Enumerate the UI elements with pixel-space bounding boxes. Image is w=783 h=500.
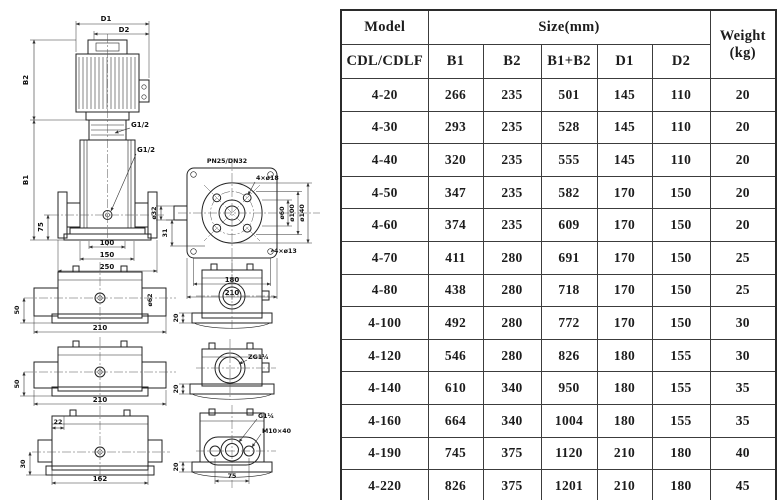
cell-weight: 25 (710, 241, 776, 274)
corner-holes-label: 4×ø13 (274, 248, 297, 255)
dim-label-b1: B1 (22, 174, 30, 186)
cell-d2: 155 (652, 404, 710, 437)
cell-weight: 20 (710, 111, 776, 144)
flange-rating-label: PN25/DN32 (206, 158, 248, 165)
col-d2: D2 (652, 45, 710, 79)
cell-b1b2: 950 (541, 372, 597, 405)
cell-b2: 235 (483, 79, 541, 112)
cell-model: 4-70 (341, 241, 428, 274)
cell-d1: 210 (597, 437, 652, 470)
base-side-view-1 (14, 262, 176, 334)
cell-d1: 170 (597, 274, 652, 307)
cell-b2: 375 (483, 470, 541, 500)
cell-weight: 35 (710, 404, 776, 437)
cell-b1: 610 (428, 372, 483, 405)
dim-label-210-top: 210 (224, 289, 240, 297)
dim-label-b2: B2 (22, 74, 30, 86)
dim-label-250: 250 (99, 263, 115, 271)
cell-d2: 150 (652, 209, 710, 242)
dim-label-20-a: 20 (173, 313, 180, 323)
cell-weight: 20 (710, 144, 776, 177)
cell-d1: 170 (597, 176, 652, 209)
dim-label-dia60: ø60 (279, 206, 286, 220)
cell-b1b2: 826 (541, 339, 597, 372)
cell-d2: 155 (652, 372, 710, 405)
cell-b2: 280 (483, 339, 541, 372)
cell-b1: 492 (428, 307, 483, 340)
dim-label-30: 30 (20, 459, 27, 469)
cell-b1b2: 1201 (541, 470, 597, 500)
col-b2: B2 (483, 45, 541, 79)
dim-label-162: 162 (92, 475, 108, 483)
flange-top-view (151, 158, 320, 300)
cell-weight: 20 (710, 79, 776, 112)
cell-d1: 170 (597, 241, 652, 274)
cell-d2: 155 (652, 339, 710, 372)
cell-b1: 745 (428, 437, 483, 470)
table-row (341, 339, 776, 372)
port-end-view-2 (173, 339, 276, 400)
col-d1: D1 (597, 45, 652, 79)
dim-label-20-c: 20 (173, 462, 180, 472)
cell-model: 4-20 (341, 79, 428, 112)
port-end-view-3 (173, 405, 292, 488)
base-side-view-3 (20, 406, 170, 485)
port-thread-label: G1/2 (137, 146, 156, 154)
cell-d1: 145 (597, 111, 652, 144)
cell-model: 4-160 (341, 404, 428, 437)
size-table-body (341, 79, 776, 500)
cell-weight: 25 (710, 274, 776, 307)
dim-label-22: 22 (53, 419, 63, 426)
cell-weight: 40 (710, 437, 776, 470)
cell-b1: 293 (428, 111, 483, 144)
cell-d1: 180 (597, 339, 652, 372)
cell-b2: 235 (483, 209, 541, 242)
table-row (341, 307, 776, 340)
col-b1b2: B1+B2 (541, 45, 597, 79)
size-table (340, 9, 777, 500)
table-row (341, 274, 776, 307)
col-b1: B1 (428, 45, 483, 79)
dim-label-50-a: 50 (14, 305, 21, 315)
cell-weight: 30 (710, 307, 776, 340)
col-model-series: CDL/CDLF (341, 45, 428, 79)
table-row (341, 437, 776, 470)
col-model: Model (341, 10, 428, 45)
motor-fins (79, 57, 135, 109)
cell-d1: 170 (597, 209, 652, 242)
cell-b1: 320 (428, 144, 483, 177)
cell-d2: 150 (652, 241, 710, 274)
cell-b1b2: 718 (541, 274, 597, 307)
dim-label-150: 150 (99, 251, 115, 259)
cell-b2: 280 (483, 274, 541, 307)
bolt-holes-label: 4×ø18 (256, 175, 279, 182)
coupling-thread-label: G1/2 (131, 121, 150, 129)
port-end-view-1 (173, 260, 274, 330)
cell-model: 4-140 (341, 372, 428, 405)
dim-label-dia62: ø62 (147, 293, 154, 307)
cell-b1b2: 1120 (541, 437, 597, 470)
pump-dimension-drawing (0, 0, 336, 500)
cell-b1b2: 772 (541, 307, 597, 340)
dim-label-dia100: ø100 (289, 204, 296, 222)
table-row (341, 209, 776, 242)
cell-d2: 110 (652, 111, 710, 144)
dim-label-31: 31 (162, 228, 169, 238)
table-row (341, 111, 776, 144)
cell-model: 4-40 (341, 144, 428, 177)
cell-d1: 180 (597, 404, 652, 437)
cell-b1: 438 (428, 274, 483, 307)
bolt-label-m10: M10×40 (262, 428, 292, 435)
dim-label-100: 100 (99, 239, 115, 247)
dimension-table-area (340, 9, 777, 500)
weight-label: Weight (719, 27, 766, 44)
cell-b1: 411 (428, 241, 483, 274)
cell-b1b2: 555 (541, 144, 597, 177)
cell-b1b2: 582 (541, 176, 597, 209)
cell-b1b2: 501 (541, 79, 597, 112)
table-row (341, 372, 776, 405)
cell-weight: 20 (710, 209, 776, 242)
cell-model: 4-60 (341, 209, 428, 242)
terminal-box (139, 80, 149, 102)
cell-model: 4-30 (341, 111, 428, 144)
cell-b2: 235 (483, 176, 541, 209)
dim-label-180: 180 (224, 276, 240, 284)
col-weight (710, 10, 776, 79)
dim-label-dia32: ø32 (151, 206, 158, 220)
cell-b2: 340 (483, 404, 541, 437)
cell-d1: 180 (597, 372, 652, 405)
thread-label-zg114: ZG1¼ (248, 354, 269, 361)
thread-label-g114: G1¼ (258, 413, 275, 420)
table-row (341, 470, 776, 500)
cell-d1: 210 (597, 470, 652, 500)
cell-b1b2: 609 (541, 209, 597, 242)
cell-d1: 170 (597, 307, 652, 340)
cell-b1b2: 1004 (541, 404, 597, 437)
cell-d2: 150 (652, 307, 710, 340)
cell-d2: 180 (652, 470, 710, 500)
dim-label-d2: D2 (118, 26, 130, 34)
cell-model: 4-50 (341, 176, 428, 209)
dim-label-dia140: ø140 (299, 204, 306, 222)
dim-label-210-a: 210 (92, 324, 108, 332)
cell-d2: 150 (652, 274, 710, 307)
table-row (341, 404, 776, 437)
cell-b1b2: 691 (541, 241, 597, 274)
cell-b2: 375 (483, 437, 541, 470)
cell-b2: 235 (483, 111, 541, 144)
cell-weight: 30 (710, 339, 776, 372)
table-row (341, 79, 776, 112)
cell-model: 4-80 (341, 274, 428, 307)
cell-d2: 110 (652, 144, 710, 177)
dim-label-75: 75 (37, 222, 45, 232)
pump-front-view (22, 15, 165, 273)
dim-label-210-b: 210 (92, 396, 108, 404)
col-size-group: Size(mm) (428, 10, 710, 45)
cell-weight: 35 (710, 372, 776, 405)
cell-b1: 664 (428, 404, 483, 437)
cell-model: 4-190 (341, 437, 428, 470)
cell-model: 4-220 (341, 470, 428, 500)
cell-d1: 145 (597, 144, 652, 177)
cell-b1: 347 (428, 176, 483, 209)
cell-model: 4-120 (341, 339, 428, 372)
cell-model: 4-100 (341, 307, 428, 340)
cell-d2: 180 (652, 437, 710, 470)
table-row (341, 176, 776, 209)
dim-label-75-oval: 75 (227, 473, 237, 480)
cell-d1: 145 (597, 79, 652, 112)
cell-b2: 280 (483, 307, 541, 340)
table-row (341, 241, 776, 274)
cell-b1b2: 528 (541, 111, 597, 144)
cell-b1: 374 (428, 209, 483, 242)
cell-d2: 150 (652, 176, 710, 209)
cell-d2: 110 (652, 79, 710, 112)
cell-b1: 266 (428, 79, 483, 112)
cell-b2: 235 (483, 144, 541, 177)
dim-label-20-b: 20 (173, 384, 180, 394)
dim-label-d1: D1 (100, 15, 112, 23)
cell-weight: 45 (710, 470, 776, 500)
cell-b1: 826 (428, 470, 483, 500)
table-row (341, 144, 776, 177)
cell-b1: 546 (428, 339, 483, 372)
cell-b2: 280 (483, 241, 541, 274)
base-side-view-2 (14, 337, 176, 406)
dim-label-50-b: 50 (14, 379, 21, 389)
cell-b2: 340 (483, 372, 541, 405)
weight-unit: (kg) (729, 44, 756, 61)
table-header-row-1 (341, 10, 776, 45)
cell-weight: 20 (710, 176, 776, 209)
